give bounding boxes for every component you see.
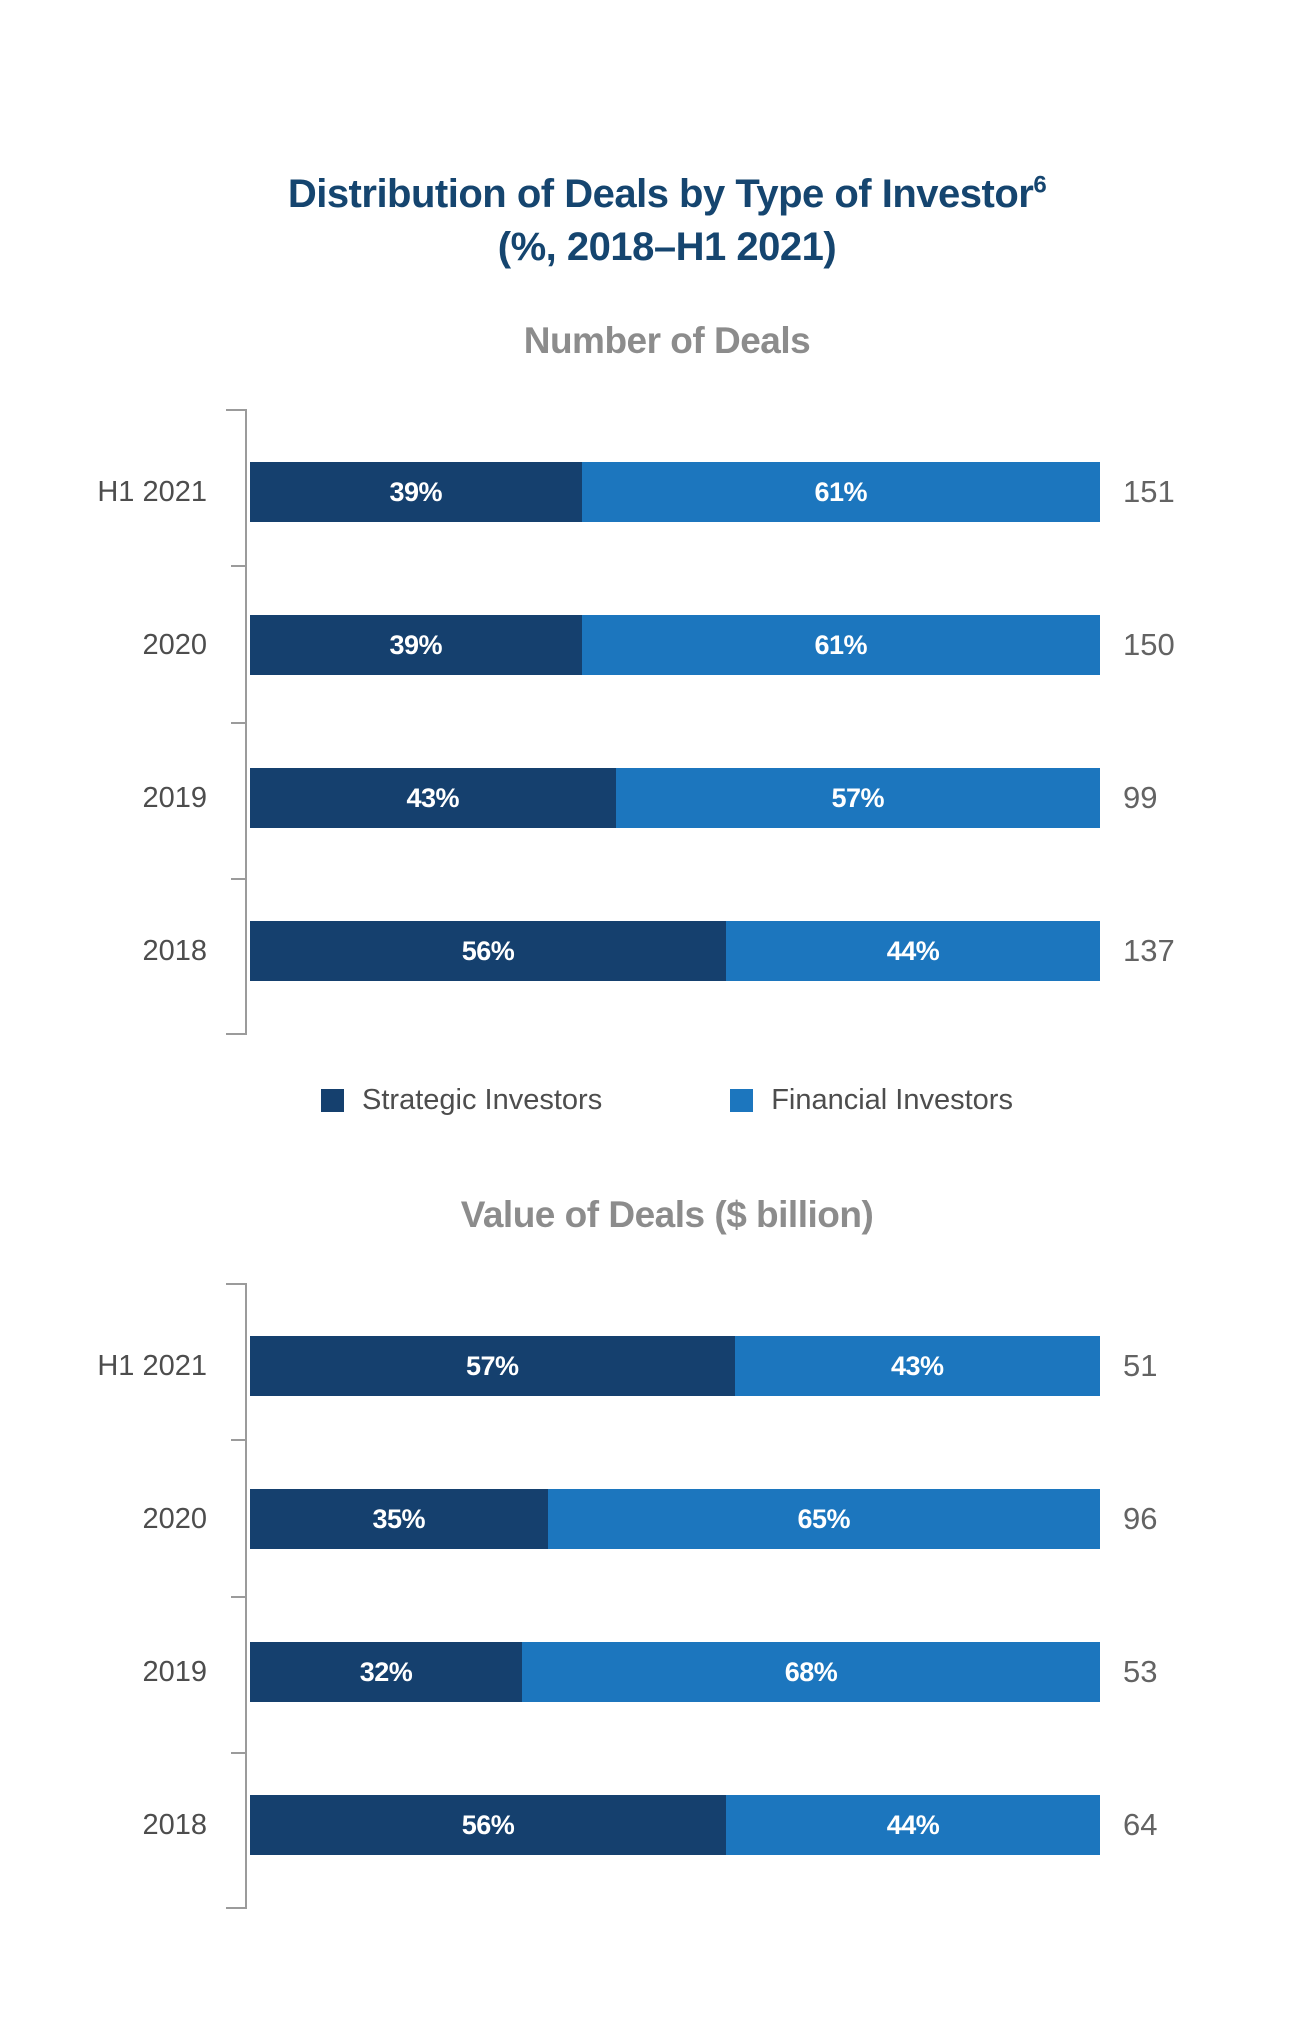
financial-segment bbox=[522, 1642, 1100, 1702]
financial-swatch-icon bbox=[730, 1089, 753, 1112]
axis-tick bbox=[231, 878, 247, 880]
financial-segment bbox=[548, 1489, 1101, 1549]
segment-percent-label: 43% bbox=[406, 782, 460, 813]
category-label: 2020 bbox=[142, 628, 207, 661]
strategic-segment bbox=[250, 1795, 726, 1855]
stacked-bar bbox=[250, 1795, 1100, 1855]
bar-row bbox=[142, 1596, 1158, 1749]
total-label: 150 bbox=[1123, 627, 1175, 663]
segment-percent-label: 61% bbox=[814, 476, 868, 507]
stacked-bar bbox=[250, 921, 1100, 981]
axis-cap-top bbox=[226, 1283, 247, 1285]
stacked-bar bbox=[250, 768, 1100, 828]
strategic-segment bbox=[250, 768, 616, 828]
segment-percent-label: 61% bbox=[814, 629, 868, 660]
strategic-segment bbox=[250, 615, 582, 675]
total-label: 64 bbox=[1123, 1807, 1158, 1843]
axis-tick bbox=[231, 722, 247, 724]
strategic-segment bbox=[250, 1336, 735, 1396]
stacked-bar bbox=[250, 462, 1100, 522]
figure-content bbox=[92, 168, 1242, 1902]
stacked-bar bbox=[250, 1336, 1100, 1396]
chart2-subtitle: Value of Deals ($ billion) bbox=[460, 1193, 874, 1235]
category-label: 2018 bbox=[142, 1808, 207, 1841]
category-label: 2019 bbox=[142, 1655, 207, 1688]
category-label: H1 2021 bbox=[97, 1349, 207, 1382]
footnote-marker: 6 bbox=[1033, 171, 1047, 199]
axis-tick bbox=[231, 565, 247, 567]
axis-cap-bottom bbox=[226, 1907, 247, 1909]
segment-percent-label: 39% bbox=[389, 629, 443, 660]
axis-tick bbox=[231, 1752, 247, 1754]
bar-row bbox=[142, 875, 1175, 1028]
chart-title-text: Distribution of Deals by Type of Investor bbox=[287, 172, 1034, 216]
chart-title-line2: (%, 2018–H1 2021) bbox=[497, 224, 837, 269]
chart2-plot bbox=[97, 1290, 1158, 1902]
stacked-bar bbox=[250, 1642, 1100, 1702]
segment-percent-label: 57% bbox=[831, 782, 885, 813]
total-label: 137 bbox=[1123, 933, 1175, 969]
category-label: 2019 bbox=[142, 781, 207, 814]
bar-row bbox=[97, 416, 1175, 569]
bar-row bbox=[97, 1290, 1158, 1443]
chart1-axis bbox=[245, 409, 247, 1035]
stacked-bar bbox=[250, 615, 1100, 675]
axis-tick bbox=[231, 1596, 247, 1598]
strategic-segment bbox=[250, 1642, 522, 1702]
segment-percent-label: 43% bbox=[890, 1350, 944, 1381]
total-label: 151 bbox=[1123, 474, 1175, 510]
total-label: 99 bbox=[1123, 780, 1158, 816]
chart1-subtitle: Number of Deals bbox=[523, 319, 811, 361]
segment-percent-label: 57% bbox=[465, 1350, 519, 1381]
segment-percent-label: 35% bbox=[372, 1503, 426, 1534]
financial-segment bbox=[582, 615, 1101, 675]
bar-row bbox=[142, 1443, 1158, 1596]
bar-row bbox=[142, 1749, 1158, 1902]
total-label: 96 bbox=[1123, 1501, 1158, 1537]
segment-percent-label: 44% bbox=[886, 935, 940, 966]
segment-percent-label: 32% bbox=[359, 1656, 413, 1687]
strategic-segment bbox=[250, 1489, 548, 1549]
category-label: 2020 bbox=[142, 1502, 207, 1535]
financial-segment bbox=[582, 462, 1101, 522]
axis-cap-top bbox=[226, 409, 247, 411]
segment-percent-label: 56% bbox=[461, 935, 515, 966]
segment-percent-label: 68% bbox=[784, 1656, 838, 1687]
legend-label: Financial Investors bbox=[771, 1084, 1013, 1117]
category-label: H1 2021 bbox=[97, 475, 207, 508]
legend-label: Strategic Investors bbox=[362, 1084, 603, 1117]
strategic-segment bbox=[250, 462, 582, 522]
financial-segment bbox=[726, 1795, 1100, 1855]
segment-percent-label: 44% bbox=[886, 1809, 940, 1840]
strategic-segment bbox=[250, 921, 726, 981]
chart-title-line1 bbox=[92, 168, 1242, 221]
segment-percent-label: 56% bbox=[461, 1809, 515, 1840]
financial-segment bbox=[616, 768, 1101, 828]
bar-row bbox=[142, 722, 1158, 875]
strategic-swatch-icon bbox=[321, 1089, 344, 1112]
category-label: 2018 bbox=[142, 934, 207, 967]
axis-tick bbox=[231, 1439, 247, 1441]
financial-segment bbox=[735, 1336, 1101, 1396]
segment-percent-label: 65% bbox=[797, 1503, 851, 1534]
total-label: 53 bbox=[1123, 1654, 1158, 1690]
axis-cap-bottom bbox=[226, 1033, 247, 1035]
stacked-bar bbox=[250, 1489, 1100, 1549]
legend-item-financial bbox=[730, 1084, 1013, 1117]
total-label: 51 bbox=[1123, 1348, 1158, 1384]
chart1-plot bbox=[97, 416, 1175, 1028]
financial-segment bbox=[726, 921, 1100, 981]
chart2-axis bbox=[245, 1283, 247, 1909]
legend-item-strategic bbox=[321, 1084, 602, 1117]
legend bbox=[92, 1084, 1242, 1118]
chart-title-block bbox=[92, 168, 1242, 274]
bar-row bbox=[142, 569, 1175, 722]
segment-percent-label: 39% bbox=[389, 476, 443, 507]
